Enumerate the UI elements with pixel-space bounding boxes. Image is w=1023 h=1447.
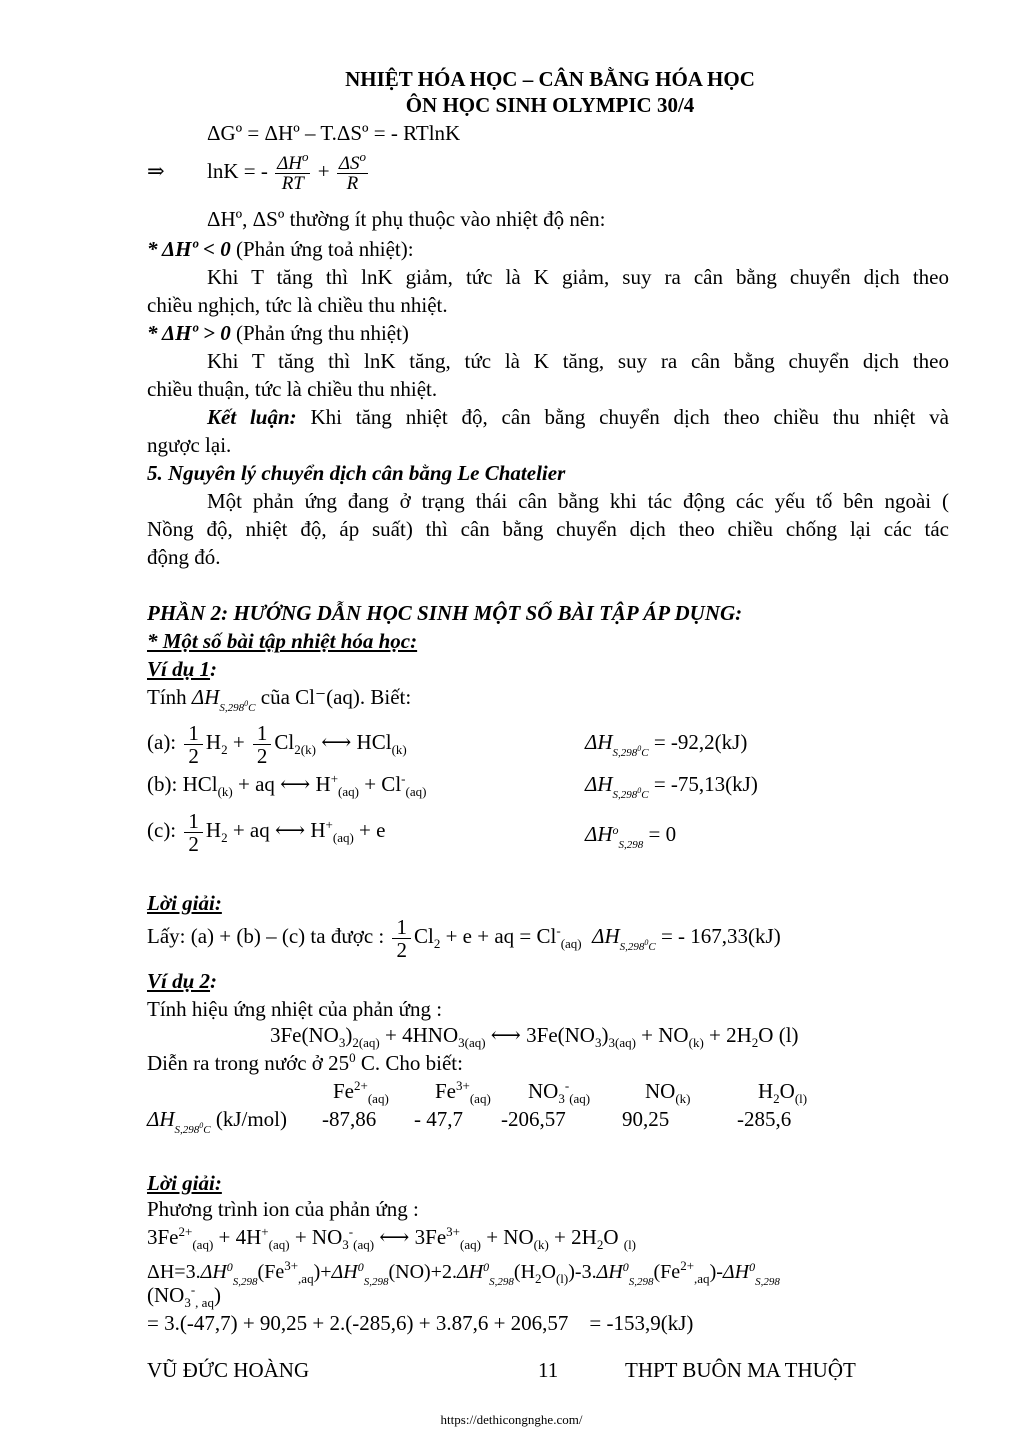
species-h2o: $H_2O_{(l)}$ (758, 1079, 808, 1106)
fraction-half: $\frac{1}{2}$ (184, 722, 203, 767)
case-exothermic: * ΔHº < 0 (Phản ứng toả nhiệt): (147, 237, 414, 261)
example-2-task: Tính hiệu ứng nhiệt của phản ứng : (147, 997, 443, 1021)
example-1-label: Ví dụ 1: (147, 657, 218, 681)
species-fe3: $Fe^{3+}_{(aq)}$ (435, 1078, 491, 1106)
conclusion-line2: ngược lại. (147, 433, 232, 457)
reaction-b: (b): HCl$_{(k)}$ + aq ⟷ $H^+_{(aq)} + Cl^-_{(aq)}$ (147, 771, 427, 799)
enthalpy-symbol: $\Delta H_{S,298^0C}$ (191, 685, 256, 714)
dependency-note: ΔHº, ΔSº thường ít phụ thuộc vào nhiệt độ nên: (207, 207, 606, 231)
reaction-a-value: $\Delta H_{S,298^0C} = -92,2(kJ)$ (585, 730, 748, 759)
page-subtitle: ÔN HỌC SINH OLYMPIC 30/4 (405, 93, 695, 117)
page-title: NHIỆT HÓA HỌC – CÂN BẰNG HÓA HỌC (345, 67, 755, 91)
le-chatelier-line1: Một phản ứng đang ở trạng thái cân bằng khi tác động các yếu tố bên ngoài ( (207, 489, 949, 513)
case-endothermic-line2: chiều thuận, tức là chiều thu nhiệt. (147, 377, 438, 401)
footer-page-number: 11 (538, 1358, 559, 1382)
lnk-equation: lnK = - $\Delta H^o$ RT + $\Delta S^o$ R (207, 148, 366, 194)
reaction-a: (a): $\frac{1}{2}$ $H_2$ + $\frac{1}{2}$ $Cl_{2(k)}$ ⟷ HCl$_{(k)}$ (147, 720, 407, 768)
enthalpy-value: -285,6 (737, 1107, 792, 1131)
le-chatelier-line3: động đó. (147, 545, 221, 569)
part2-subheading: * Một số bài tập nhiệt hóa học: (147, 629, 418, 653)
species-no3: $NO_3^-_{(aq)}$ (528, 1078, 591, 1106)
calc-line-1: $\Delta H=3.\Delta H^0_{S,298}(Fe^{3+}_{,aq})+\Delta H^0_{S,298}(NO)+2.\Delta H^0_{S,298}(H_2O_{(l)})-3.\Delta H^0_{S,298}(Fe^{2+}_{,aq})-\Delta H^0_{S,298}$ (147, 1258, 780, 1288)
example-2-reaction: $3Fe(NO_3)_{2(aq)} + 4HNO_{3(aq)}$ ⟷ $3Fe(NO_3)_{3(aq)} + NO_{(k)} + 2H_2O$ (l) (270, 1023, 799, 1050)
reaction-b-value: $\Delta H_{S,298^0C} = -75,13(kJ)$ (585, 772, 758, 801)
example-2-label: Ví dụ 2: (147, 969, 218, 993)
fraction-enthalpy: $\Delta H^o$ RT (277, 148, 309, 194)
footer-author: VŨ ĐỨC HOÀNG (147, 1358, 310, 1382)
species-fe2: $Fe^{2+}_{(aq)}$ (333, 1078, 389, 1106)
calc-line-2: $(NO_3^-_{, aq})$ (147, 1282, 221, 1310)
gibbs-equation: ΔGº = ΔHº – T.ΔSº = - RTlnK (207, 121, 461, 145)
fraction-half: $\frac{1}{2}$ (392, 916, 411, 961)
case-exothermic-line2: chiều nghịch, tức là chiều thu nhiệt. (147, 293, 448, 317)
fraction-entropy: $\Delta S^o$ R (338, 148, 366, 194)
solution-1-label: Lời giải: (147, 891, 222, 915)
footer-url[interactable]: https://dethicongnghe.com/ (440, 1412, 583, 1427)
reaction-c: (c): $\frac{1}{2}$ $H_2$ + aq ⟷ $H^+_{(aq)} + e$ (147, 808, 386, 856)
conclusion-line1: Kết luận: Khi tăng nhiệt độ, cân bằng chuyển dịch theo chiều thu nhiệt và (207, 405, 949, 429)
case-endothermic-line1: Khi T tăng thì lnK tăng, tức là K tăng, suy ra cân bằng chuyển dịch theo (207, 349, 949, 373)
ion-equation: $3Fe^{2+}_{(aq)} + 4H^+_{(aq)} + NO_3^-_{(aq)}$ ⟷ $3Fe^{3+}_{(aq)} + NO_{(k)} + 2H_2O$ $_{(l)}$ (147, 1224, 637, 1252)
enthalpy-row-label: $\Delta H_{S,298^0C}$ (kJ/mol) (147, 1107, 288, 1136)
enthalpy-value: 90,25 (622, 1107, 670, 1131)
case-endothermic: * ΔHº > 0 (Phản ứng thu nhiệt) (147, 321, 409, 345)
section-5-heading: 5. Nguyên lý chuyển dịch cân bằng Le Chatelier (147, 461, 566, 485)
example-1-task: Tính $\Delta H_{S,298^0C}$ cũa Cl⁻(aq). Biết: (147, 685, 412, 714)
enthalpy-value: -206,57 (501, 1107, 566, 1131)
footer-school: THPT BUÔN MA THUỘT (625, 1358, 856, 1382)
part2-heading: PHẦN 2: HƯỚNG DẪN HỌC SINH MỘT SỐ BÀI TẬP ÁP DỤNG: (147, 601, 743, 625)
reaction-c-value: $\Delta H^o_{S,298} = 0$ (585, 822, 677, 851)
enthalpy-value: -87,86 (322, 1107, 377, 1131)
calc-line-3: = 3.(-47,7) + 90,25 + 2.(-285,6) + 3.87,6 + 206,57 = -153,9(kJ) (147, 1311, 694, 1335)
le-chatelier-line2: Nồng độ, nhiệt độ, áp suất) thì cân bằng chuyển dịch theo chiều chống lại các tác (147, 517, 949, 541)
fraction-half: $\frac{1}{2}$ (253, 722, 272, 767)
species-no: $NO_{(k)}$ (645, 1079, 691, 1106)
case-exothermic-line1: Khi T tăng thì lnK giảm, tức là K giảm, suy ra cân bằng chuyển dịch theo (207, 265, 949, 289)
implies-arrow: ⇒ (147, 159, 165, 183)
enthalpy-value: - 47,7 (414, 1107, 463, 1131)
ion-equation-intro: Phương trình ion của phản ứng : (147, 1197, 419, 1221)
fraction-half: $\frac{1}{2}$ (184, 810, 203, 855)
solution-2-label: Lời giải: (147, 1171, 222, 1195)
solution-1-line: Lấy: (a) + (b) – (c) ta được : $\frac{1}{2}$ $Cl_2 + e$ + aq = $Cl^-_{(aq)}$ $\Delta H_{S,298^0C}$ = - 167,33(kJ) (147, 914, 781, 962)
example-2-conditions: Diễn ra trong nước ở $25^0$ C. Cho biết: (147, 1050, 463, 1075)
